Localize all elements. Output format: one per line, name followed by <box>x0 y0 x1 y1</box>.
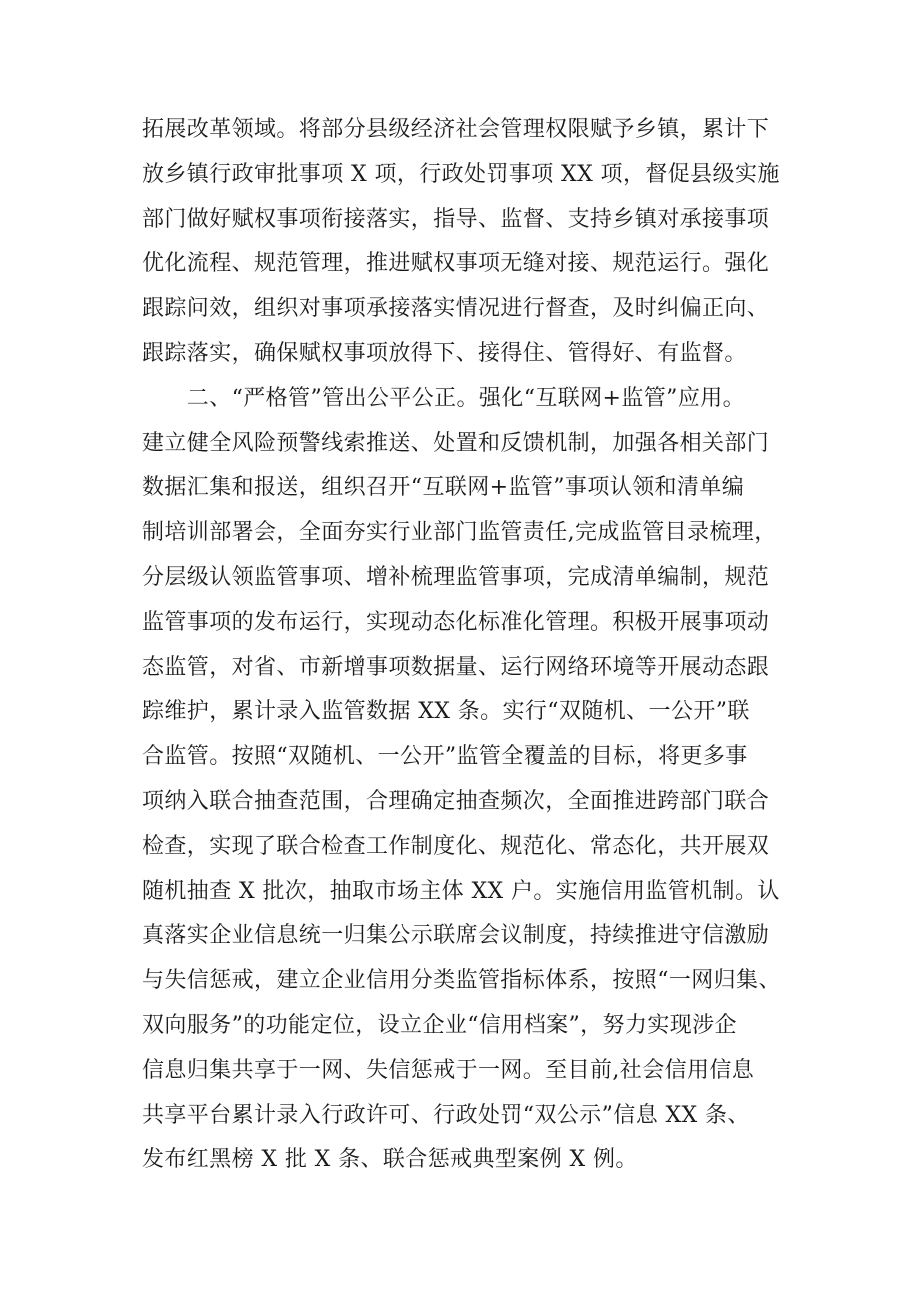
text-line: 监管事项的发布运行，实现动态化标准化管理。积极开展事项动 <box>142 609 770 635</box>
text-line: 发布红黑榜 X 批 X 条、联合惩戒典型案例 X 例。 <box>142 1147 638 1173</box>
text-line: 分层级认领监管事项、增补梳理监管事项，完成清单编制，规范 <box>142 564 770 590</box>
text-line: 放乡镇行政审批事项 X 项，行政处罚事项 XX 项，督促县级实施 <box>142 161 780 187</box>
text-line: 踪维护，累计录入监管数据 XX 条。实行“双随机、一公开”联 <box>142 699 750 725</box>
text-line: 跟踪落实，确保赋权事项放得下、接得住、管得好、有监督。 <box>142 340 747 366</box>
text-line: 共享平台累计录入行政许可、行政处罚“双公示”信息 XX 条、 <box>142 1102 750 1128</box>
text-line: 制培训部署会，全面夯实行业部门监管责任,完成监管目录梳理， <box>142 520 777 546</box>
text-line: 随机抽查 X 批次，抽取市场主体 XX 户。实施信用监管机制。认 <box>142 878 780 904</box>
text-line: 真落实企业信息统一归集公示联席会议制度，持续推进守信激励 <box>142 923 770 949</box>
text-line: 建立健全风险预警线索推送、处置和反馈机制，加强各相关部门 <box>142 430 770 456</box>
text-line: 跟踪问效，组织对事项承接落实情况进行督查，及时纠偏正向、 <box>142 296 770 322</box>
text-line: 信息归集共享于一网、失信惩戒于一网。至目前,社会信用信息 <box>142 1057 755 1083</box>
text-line: 检查，实现了联合检查工作制度化、规范化、常态化，共开展双 <box>142 833 770 859</box>
body-text <box>142 108 802 1183</box>
text-line: 部门做好赋权事项衔接落实，指导、监督、支持乡镇对承接事项 <box>142 206 770 232</box>
section-heading-line: 二、“严格管”管出公平公正。强化“互联网+监管”应用。 <box>142 385 746 411</box>
text-line: 拓展改革领域。将部分县级经济社会管理权限赋予乡镇，累计下 <box>142 117 770 142</box>
text-line: 态监管，对省、市新增事项数据量、运行网络环境等开展动态跟 <box>142 654 770 680</box>
text-line: 项纳入联合抽查范围，合理确定抽查频次，全面推进跨部门联合 <box>142 788 770 814</box>
text-line: 优化流程、规范管理，推进赋权事项无缝对接、规范运行。强化 <box>142 251 770 277</box>
text-line: 双向服务”的功能定位，设立企业“信用档案”，努力实现涉企 <box>142 1012 737 1038</box>
text-line: 合监管。按照“双随机、一公开”监管全覆盖的目标，将更多事 <box>142 744 748 770</box>
text-line: 数据汇集和报送，组织召开“互联网+监管”事项认领和清单编 <box>142 475 745 501</box>
text-line: 与失信惩戒，建立企业信用分类监管指标体系，按照“一网归集、 <box>142 968 781 994</box>
